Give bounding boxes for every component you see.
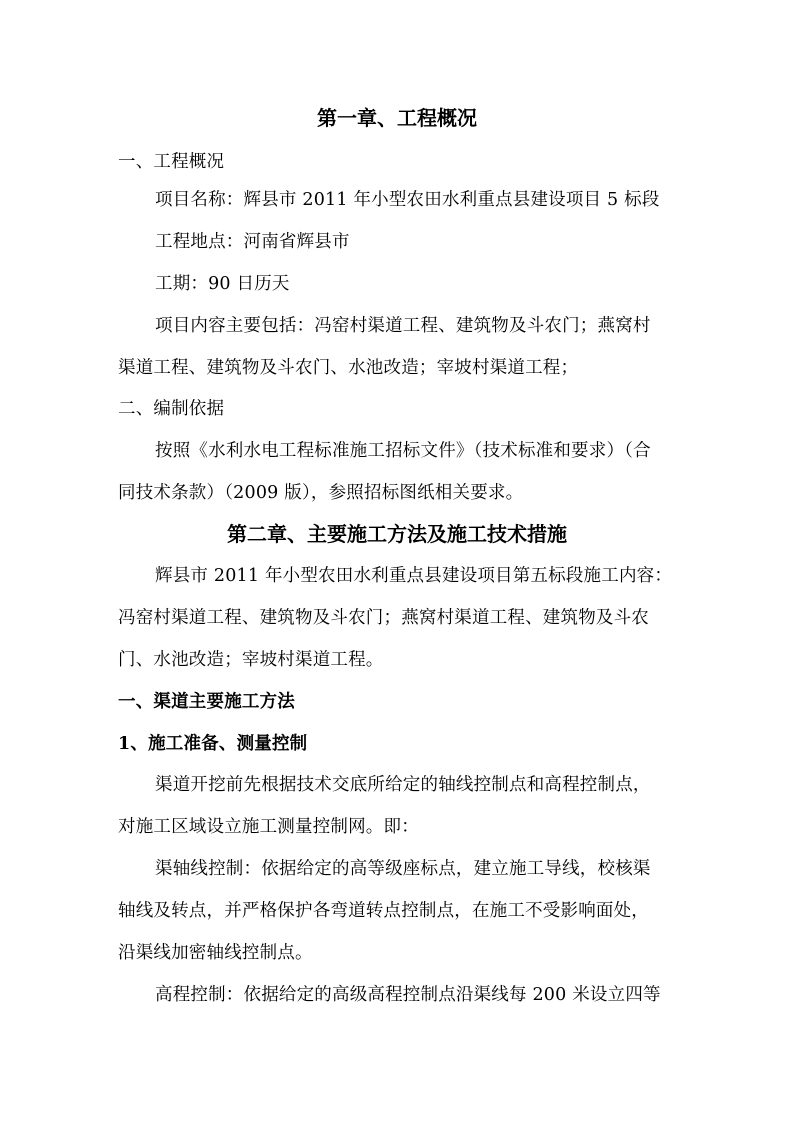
- project-location-line: 工程地点：河南省辉县市: [155, 232, 350, 252]
- chapter-2-intro-line-1: 辉县市 2011 年小型农田水利重点县建设项目第五标段施工内容：: [155, 566, 673, 586]
- paragraph-3-line-1: 高程控制：依据给定的高级高程控制点沿渠线每 200 米设立四等: [155, 985, 661, 1005]
- chapter-1-title: 第一章、工程概况: [317, 106, 477, 130]
- chapter-2-title: 第二章、主要施工方法及施工技术措施: [227, 522, 567, 546]
- basis-line-2: 同技术条款）（2009 版），参照招标图纸相关要求。: [118, 483, 524, 503]
- chapter-2-intro-line-2: 冯窑村渠道工程、建筑物及斗农门；燕窝村渠道工程、建筑物及斗农: [118, 608, 649, 628]
- basis-line-1: 按照《水利水电工程标准施工招标文件》（技术标准和要求）（合: [155, 441, 651, 461]
- chapter-2-intro-line-3: 门、水池改造；宰坡村渠道工程。: [118, 650, 384, 670]
- subsection-heading-preparation: 1、施工准备、测量控制: [118, 734, 308, 754]
- project-content-line-1: 项目内容主要包括：冯窑村渠道工程、建筑物及斗农门；燕窝村: [155, 316, 651, 336]
- project-duration-line: 工期：90 日历天: [155, 274, 290, 294]
- paragraph-2-line-2: 轴线及转点，并严格保护各弯道转点控制点，在施工不受影响面处，: [118, 901, 649, 921]
- project-name-line: 项目名称：辉县市 2011 年小型农田水利重点县建设项目 5 标段: [155, 190, 660, 210]
- paragraph-2-line-1: 渠轴线控制：依据给定的高等级座标点，建立施工导线，校核渠: [155, 859, 651, 879]
- paragraph-2-line-3: 沿渠线加密轴线控制点。: [118, 943, 313, 963]
- section-heading-channel-methods: 一、渠道主要施工方法: [118, 692, 295, 712]
- section-heading-basis: 二、编制依据: [118, 399, 225, 419]
- paragraph-1-line-2: 对施工区域设立施工测量控制网。即：: [118, 817, 419, 837]
- section-heading-overview: 一、工程概况: [118, 152, 225, 172]
- project-content-line-2: 渠道工程、建筑物及斗农门、水池改造；宰坡村渠道工程；: [118, 358, 579, 378]
- paragraph-1-line-1: 渠道开挖前先根据技术交底所给定的轴线控制点和高程控制点，: [155, 775, 651, 795]
